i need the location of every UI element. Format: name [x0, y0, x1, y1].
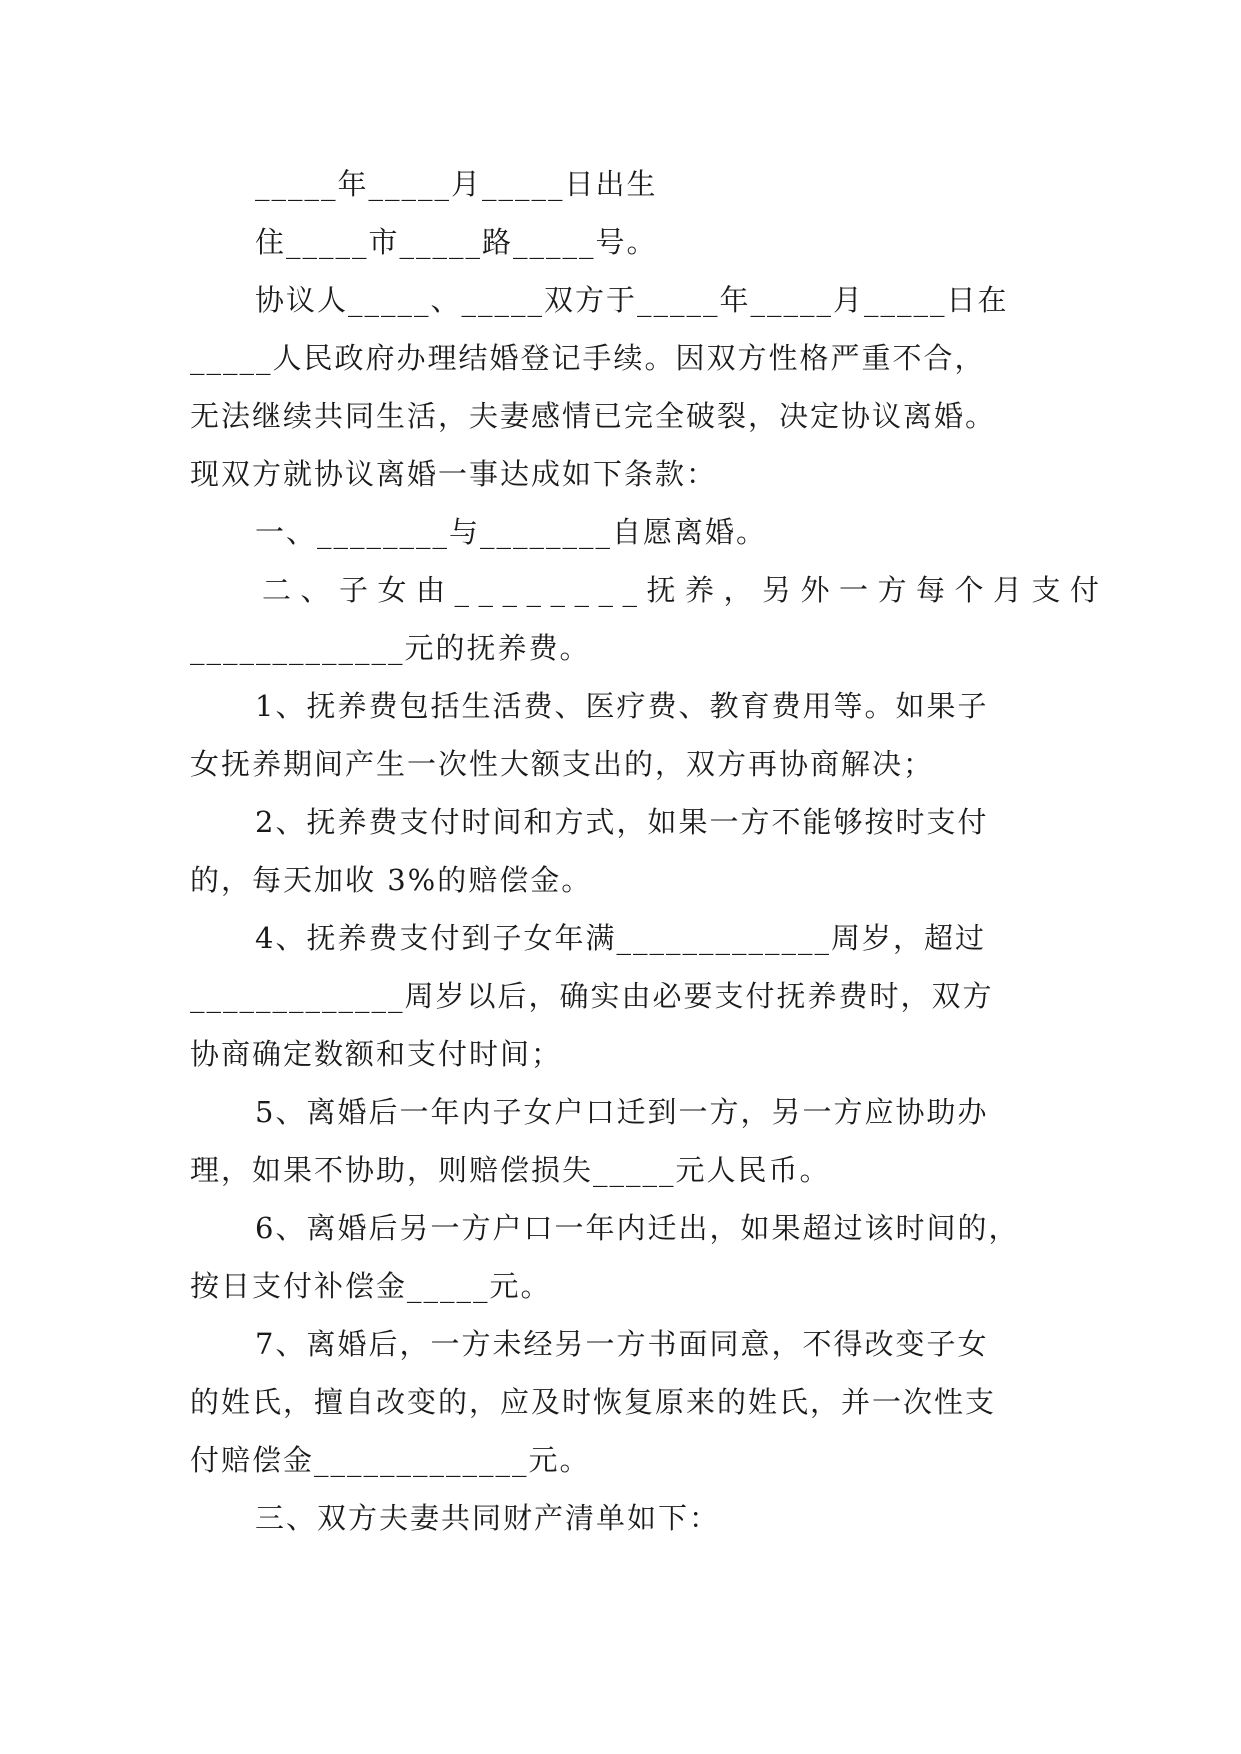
agreement-parties-line: 协议人_____、_____双方于_____年_____月_____日在 — [255, 283, 1009, 317]
paragraph-line: 的，每天加收 3%的赔偿金。 — [190, 863, 593, 897]
item-4-line: 4、抚养费支付到子女年满_____________周岁，超过 — [255, 921, 986, 955]
item-2-line: 2、抚养费支付时间和方式，如果一方不能够按时支付 — [255, 805, 989, 839]
item-5-line: 5、离婚后一年内子女户口迁到一方，另一方应协助办 — [255, 1095, 989, 1129]
paragraph-line: 付赔偿金_____________元。 — [190, 1443, 591, 1477]
birth-date-line: _____年_____月_____日出生 — [255, 167, 658, 201]
paragraph-line: 无法继续共同生活，夫妻感情已完全破裂，决定协议离婚。 — [190, 399, 997, 433]
item-7-line: 7、离婚后，一方未经另一方书面同意，不得改变子女 — [255, 1327, 989, 1361]
item-6-line: 6、离婚后另一方户口一年内迁出，如果超过该时间的， — [255, 1211, 1020, 1245]
paragraph-line: 的姓氏，擅自改变的，应及时恢复原来的姓氏，并一次性支 — [190, 1385, 997, 1419]
address-line: 住_____市_____路_____号。 — [255, 225, 658, 259]
paragraph-line: 女抚养期间产生一次性大额支出的，双方再协商解决； — [190, 747, 935, 781]
paragraph-line: 按日支付补偿金_____元。 — [190, 1269, 552, 1303]
paragraph-line: _____________周岁以后，确实由必要支付抚养费时，双方 — [190, 979, 994, 1013]
paragraph-line: 理，如果不协助，则赔偿损失_____元人民币。 — [190, 1153, 831, 1187]
paragraph-line: 协商确定数额和支付时间； — [190, 1037, 563, 1071]
paragraph-line: _____人民政府办理结婚登记手续。因双方性格严重不合， — [190, 341, 986, 375]
clause-2-line: 二、子女由________抚养，另外一方每个月支付 — [262, 573, 1109, 607]
clause-1-line: 一、________与________自愿离婚。 — [255, 515, 768, 549]
item-1-line: 1、抚养费包括生活费、医疗费、教育费用等。如果子 — [255, 689, 989, 723]
clause-3-line: 三、双方夫妻共同财产清单如下： — [255, 1501, 721, 1535]
paragraph-line: _____________元的抚养费。 — [190, 631, 591, 665]
paragraph-line: 现双方就协议离婚一事达成如下条款： — [190, 457, 718, 491]
